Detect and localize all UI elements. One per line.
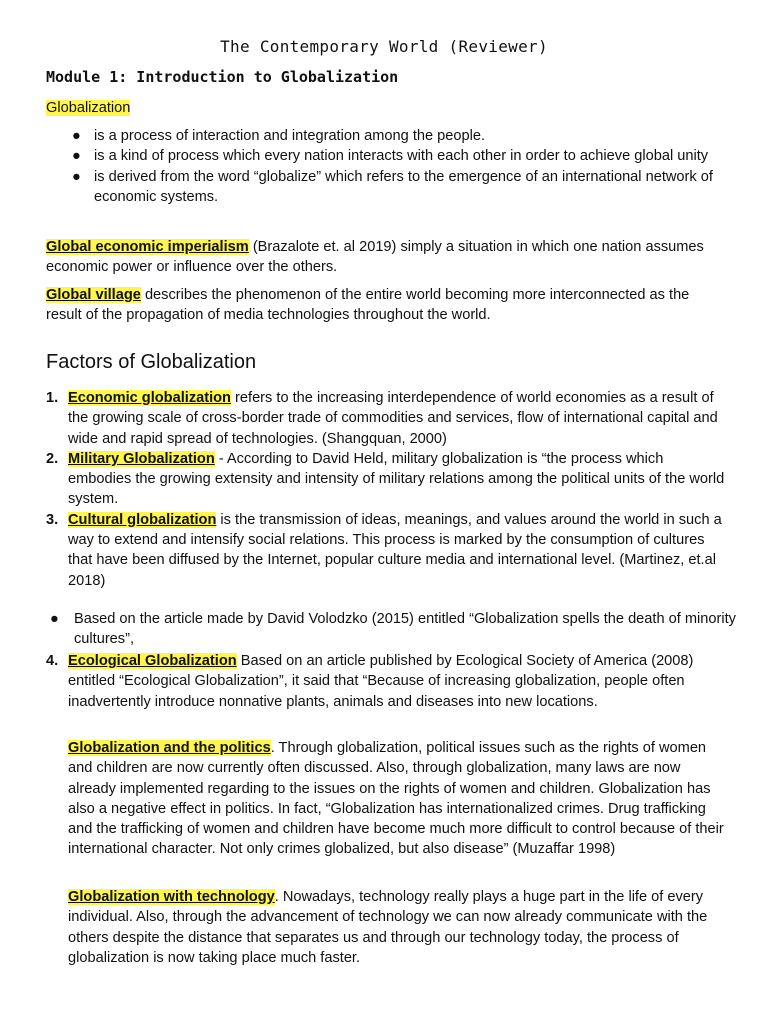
politics-paragraph: Globalization and the politics. Through globalization, political issues such as the rights of women and children are now currently often discussed. Also, through globalization, many laws are now already implemented regarding to the issues on the rights of women and children. Globalization has also a negative effect in politics. In fact, “Globalization has internationalized crimes. Drug trafficking and the trafficking of women and children have become much more difficult to control because of their international character. Not only crimes globalized, but also disease” (Muzaffar 1998) [68,740,724,858]
module-heading: Module 1: Introduction to Globalization [46,68,399,86]
factor-term: Ecological Globalization [68,653,237,669]
bullet-icon: ● [72,128,81,144]
bullet-icon: ● [72,168,81,185]
technology-paragraph: Globalization with technology. Nowadays, technology really plays a huge part in the life of every individual. Also, through the advancement of technology we can now already communicate with the others despite the distance that separates us and through our technology today, the process of globalization is now taking place much faster. [68,889,708,966]
list-item: ● is a kind of process which every nation interacts with each other in order to achieve global unity [46,146,726,166]
globalization-points [46,126,726,207]
factors-heading: Factors of Globalization [46,351,257,373]
factor-item: 2. Military Globalization - According to David Held, military globalization is “the process which embodies the growing extensity and intensity of military relations among the political units of the world system. [46,450,725,508]
village-paragraph: Global village describes the phenomenon of the entire world becoming more interconnected as the result of the propagation of media technologies throughout the world. [46,287,690,324]
globalization-heading [46,98,726,118]
document-title: The Contemporary World (Reviewer) [220,37,548,56]
village-term: Global village [46,287,141,303]
list-item: ● is a process of interaction and integration among the people. [46,126,726,146]
bullet-icon: ● [72,148,81,165]
factors-list [46,388,726,591]
factor-term: Military Globalization [68,450,215,467]
factor-term: Economic globalization [68,390,231,406]
factor-term: Cultural globalization [68,511,217,528]
imperialism-term: Global economic imperialism [46,239,249,255]
politics-term: Globalization and the politics [68,740,271,756]
volodzko-bullet: ● Based on the article made by David Volodzko (2015) entitled “Globalization spells the death of minority cultures”, [50,611,736,648]
globalization-term: Globalization [46,100,131,116]
factor-item: 4. Ecological Globalization Based on an article published by Ecological Society of America (2008) entitled “Ecological Globalization”, it said that “Because of increasing globalization, people often inadvertently introduce nonnative plants, animals and diseases into new locations. [46,653,694,710]
bullet-icon: ● [50,611,59,627]
factor-4 [46,651,726,712]
imperialism-paragraph: Global economic imperialism (Brazalote et. al 2019) simply a situation in which one nation assumes economic power or influence over the others. [46,239,704,276]
factor-item: 3. Cultural globalization is the transmission of ideas, meanings, and values around the world in such a way to extend and intensify social relations. This process is marked by the consumption of cultures that have been diffused by the Internet, popular culture media and international level. (Martinez, et.al 2018) [46,511,722,589]
list-item: ● is derived from the word “globalize” which refers to the emergence of an international network of economic systems. [72,168,713,205]
factor-item: 1. Economic globalization refers to the increasing interdependence of world economies as a result of the growing scale of cross-border trade of commodities and services, flow of international capital and wide and rapid spread of technologies. (Shangquan, 2000) [46,390,718,447]
technology-term: Globalization with technology [68,889,275,905]
